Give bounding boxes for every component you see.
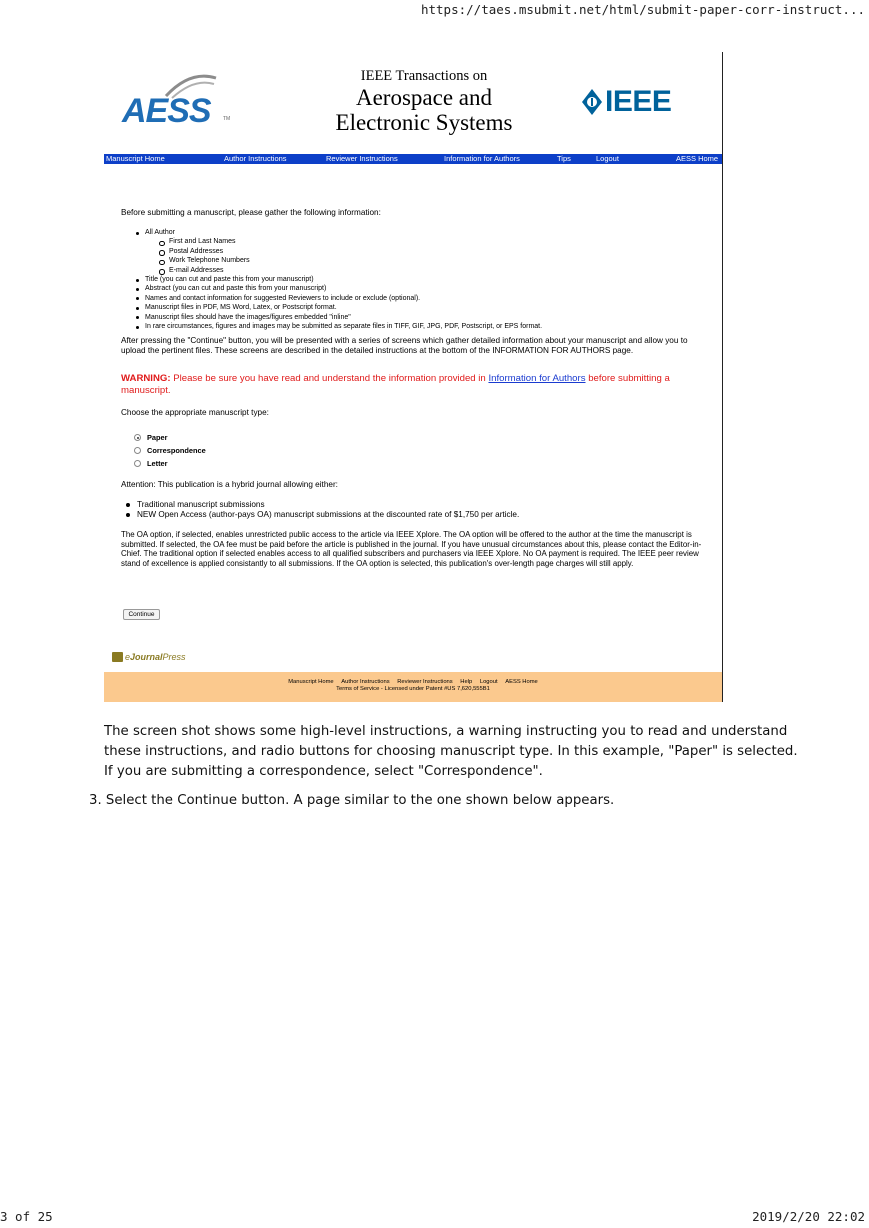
list-item: All Author [135,228,542,237]
options-list [121,500,519,519]
footer-link-reviewer-instructions[interactable]: Reviewer Instructions [397,679,453,685]
footer-link-author-instructions[interactable]: Author Instructions [341,679,390,685]
footer-links [104,679,722,685]
radio-correspondence[interactable] [134,446,206,456]
print-page-number: 3 of 25 [0,1209,53,1224]
nav-bar [104,154,722,164]
warning-text-2: before submitting a manuscript. [121,373,670,396]
radio-button-selected[interactable] [134,434,141,441]
list-item: First and Last Names [135,237,542,246]
list-item: Postal Addresses [135,247,542,256]
footer-link-logout[interactable]: Logout [479,679,498,685]
embedded-screenshot [104,52,723,702]
list-item: NEW Open Access (author-pays OA) manuscript submissions at the discounted rate of $1,750 per article. [121,510,519,520]
aess-tm: TM [223,116,231,122]
nav-aess-home[interactable]: AESS Home [676,154,719,163]
journal-title-line1: IEEE Transactions on [360,68,488,84]
nav-tips[interactable]: Tips [557,154,571,163]
radio-paper[interactable] [134,433,168,443]
ejournalpress-logo [112,652,186,662]
screenshot-right-border [722,52,723,702]
list-item: In rare circumstances, figures and images may be submitted as separate files in TIFF, GIF, JPG, PDF, Postscript, or EPS format. [135,322,542,331]
warning-label: WARNING: [121,373,171,384]
journal-title-line3: Electronic Systems [335,110,513,135]
radio-letter[interactable] [134,459,168,469]
ejournalpress-text: eJournalPress [125,652,186,662]
ieee-diamond-icon [581,88,603,116]
warning-text [121,373,681,396]
aess-logo [118,76,236,134]
journal-title-line2: Aerospace and [355,85,492,110]
nav-reviewer-instructions[interactable]: Reviewer Instructions [326,154,398,163]
list-item: Work Telephone Numbers [135,256,542,265]
print-datetime: 2019/2/20 22:02 [752,1209,865,1224]
list-item: Manuscript files should have the images/figures embedded "inline" [135,313,542,322]
information-for-authors-link[interactable]: Information for Authors [488,373,586,384]
continue-button[interactable]: Continue [123,609,160,620]
choose-type-text: Choose the appropriate manuscript type: [121,408,269,417]
footer-link-help[interactable]: Help [460,679,473,685]
radio-button[interactable] [134,447,141,454]
ieee-logo-text: IEEE [605,85,672,118]
doc-step-3: 3. Select the Continue button. A page similar to the one shown below appears. [89,793,615,808]
footer-terms[interactable]: Terms of Service - Licensed under Patent #US 7,620,555B1 [336,686,490,692]
list-item: Manuscript files in PDF, MS Word, Latex, or Postscript format. [135,303,542,312]
nav-manuscript-home[interactable]: Manuscript Home [106,154,165,163]
footer-link-aess-home[interactable]: AESS Home [505,679,538,685]
banner [104,52,722,154]
radio-label-letter: Letter [147,459,168,468]
list-item: E-mail Addresses [135,266,542,275]
ejournalpress-icon [112,652,123,662]
radio-label-paper: Paper [147,433,168,442]
footer [104,672,722,702]
warning-text-1: Please be sure you have read and understand the information provided in [173,373,486,384]
nav-logout[interactable]: Logout [596,154,619,163]
journal-title [304,68,544,135]
list-item: Names and contact information for suggested Reviewers to include or exclude (optional). [135,294,542,303]
requirements-list [135,228,542,331]
radio-button[interactable] [134,460,141,467]
aess-logo-text: AESS [122,92,211,130]
after-press-text: After pressing the "Continue" button, you will be presented with a series of screens which gather detailed information about your manuscript and allow you to upload the pertinent files. These screens are described in the detailed instructions at the bottom of the INFORMATION FOR AUTHORS page. [121,336,688,355]
list-item: Title (you can cut and paste this from your manuscript) [135,275,542,284]
list-item: Abstract (you can cut and paste this from your manuscript) [135,284,542,293]
nav-author-instructions[interactable]: Author Instructions [224,154,287,163]
radio-label-correspondence: Correspondence [147,446,206,455]
attention-text: Attention: This publication is a hybrid journal allowing either: [121,480,338,489]
ieee-logo [581,86,693,120]
print-url: https://taes.msubmit.net/html/submit-paper-corr-instruct... [420,2,865,17]
footer-link-manuscript-home[interactable]: Manuscript Home [288,679,334,685]
doc-paragraph: The screen shot shows some high-level instructions, a warning instructing you to read and understand these instructions, and radio buttons for choosing manuscript type. In this example, "Paper" is selected. If you are submitting a correspondence, select "Correspondence". [104,724,798,779]
oa-paragraph: The OA option, if selected, enables unrestricted public access to the article via IEEE Xplore. The OA option will be offered to the author at the time the manuscript is submitted. If selected, the OA fee must be paid before the article is published in the journal. If you have unusual circumstances about this, please contact the Editor-in-Chief. The traditional option if selected enables access to all qualified subscribers and purchasers via IEEE Xplore. No OA payment is required. The IEEE peer review stand of excellence is applied consistantly to all submissions. If the OA option is selected, this publication's over-length page charges will still apply. [121,530,702,568]
nav-information-for-authors[interactable]: Information for Authors [444,154,520,163]
list-item: Traditional manuscript submissions [121,500,519,510]
intro-text: Before submitting a manuscript, please gather the following information: [121,208,381,217]
